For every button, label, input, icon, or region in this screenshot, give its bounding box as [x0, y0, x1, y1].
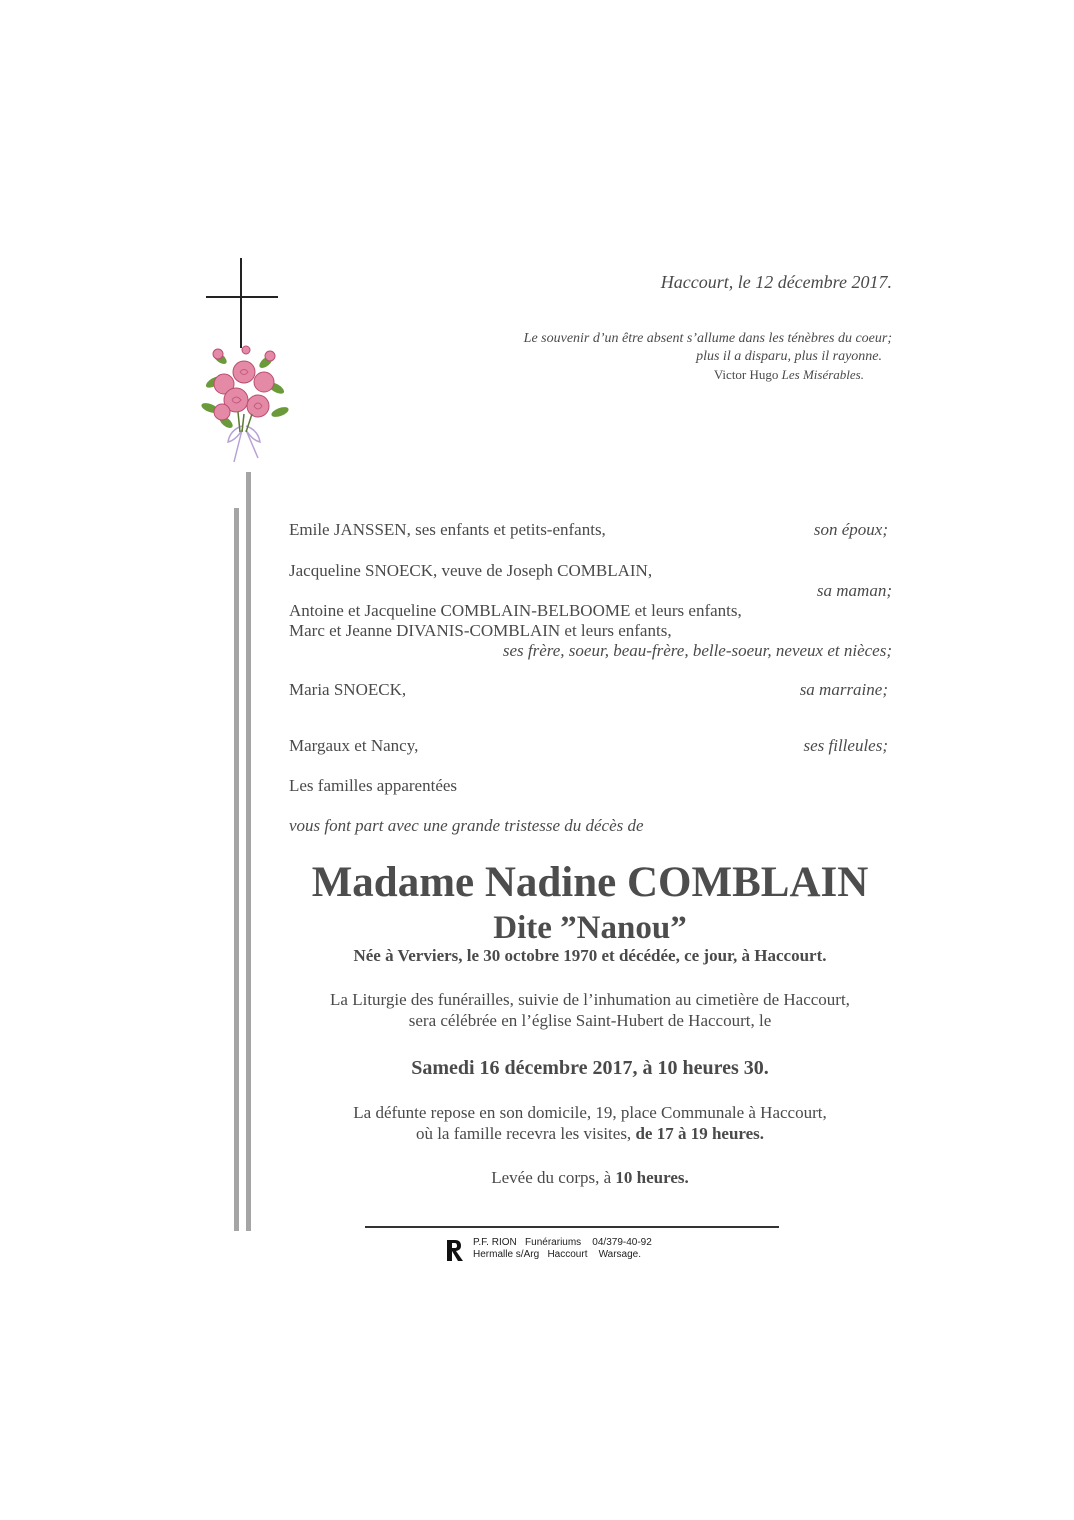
family-relation: ses frère, soeur, beau-frère, belle-soeur, neveux et nièces; — [502, 641, 892, 660]
deceased-nickname: Dite ”Nanou” — [493, 910, 687, 946]
birth-death-line: Née à Verviers, le 30 octobre 1970 et décédée, ce jour, à Haccourt. — [353, 946, 827, 965]
side-rail — [246, 472, 251, 1231]
cross-vertical-bar — [240, 258, 242, 348]
family-name: Les familles apparentées — [289, 776, 458, 795]
quote-line: plus il a disparu, plus il rayonne. — [696, 349, 882, 364]
service-line: La Liturgie des funérailles, suivie de l’inhumation au cimetière de Haccourt, — [330, 990, 850, 1009]
footer-line: Hermalle s/Arg Haccourt Warsage. — [473, 1249, 642, 1260]
family-relation: son époux; — [813, 520, 888, 539]
service-line: sera célébrée en l’église Saint-Hubert de Haccourt, le — [408, 1011, 772, 1030]
rest-line: La défunte repose en son domicile, 19, place Communale à Haccourt, — [353, 1103, 827, 1122]
footer-line: P.F. RION Funérariums 04/379-40-92 — [473, 1237, 652, 1248]
levee-line — [290, 1168, 890, 1188]
service-date: Samedi 16 décembre 2017, à 10 heures 30. — [411, 1057, 769, 1079]
deceased-name: Madame Nadine COMBLAIN — [311, 859, 869, 906]
side-rail — [234, 508, 239, 1231]
family-name: Emile JANSSEN, ses enfants et petits-enfants, — [289, 520, 606, 539]
levee-time: 10 heures. — [615, 1168, 689, 1187]
announcement: vous font part avec une grande tristesse du décès de — [289, 816, 644, 835]
visit-hours: de 17 à 19 heures. — [635, 1124, 765, 1143]
footer-divider — [365, 1226, 779, 1228]
rest-line — [290, 1124, 890, 1144]
funeral-home-logo-icon — [444, 1238, 466, 1262]
family-name: Marc et Jeanne DIVANIS-COMBLAIN et leurs enfants, — [289, 621, 672, 640]
family-relation: ses filleules; — [803, 736, 888, 755]
family-name: Margaux et Nancy, — [289, 736, 419, 755]
family-relation: sa marraine; — [799, 680, 888, 699]
rest-line-text: où la famille recevra les visites, — [415, 1124, 632, 1143]
family-relation: sa maman; — [816, 581, 892, 600]
cross-horizontal-bar — [206, 296, 278, 298]
quote-line: Le souvenir d’un être absent s’allume dans les ténèbres du coeur; — [523, 331, 892, 346]
quote-work: Les Misérables. — [781, 367, 864, 382]
levee-text: Levée du corps, à — [491, 1168, 612, 1187]
rose-bouquet-icon — [196, 342, 292, 466]
family-name: Antoine et Jacqueline COMBLAIN-BELBOOME et leurs enfants, — [289, 601, 742, 620]
dateline: Haccourt, le 12 décembre 2017. — [660, 272, 892, 292]
quote-attribution — [714, 365, 864, 385]
quote-author: Victor Hugo — [713, 367, 779, 382]
family-name: Maria SNOECK, — [289, 680, 407, 699]
family-name: Jacqueline SNOECK, veuve de Joseph COMBLAIN, — [289, 561, 653, 580]
